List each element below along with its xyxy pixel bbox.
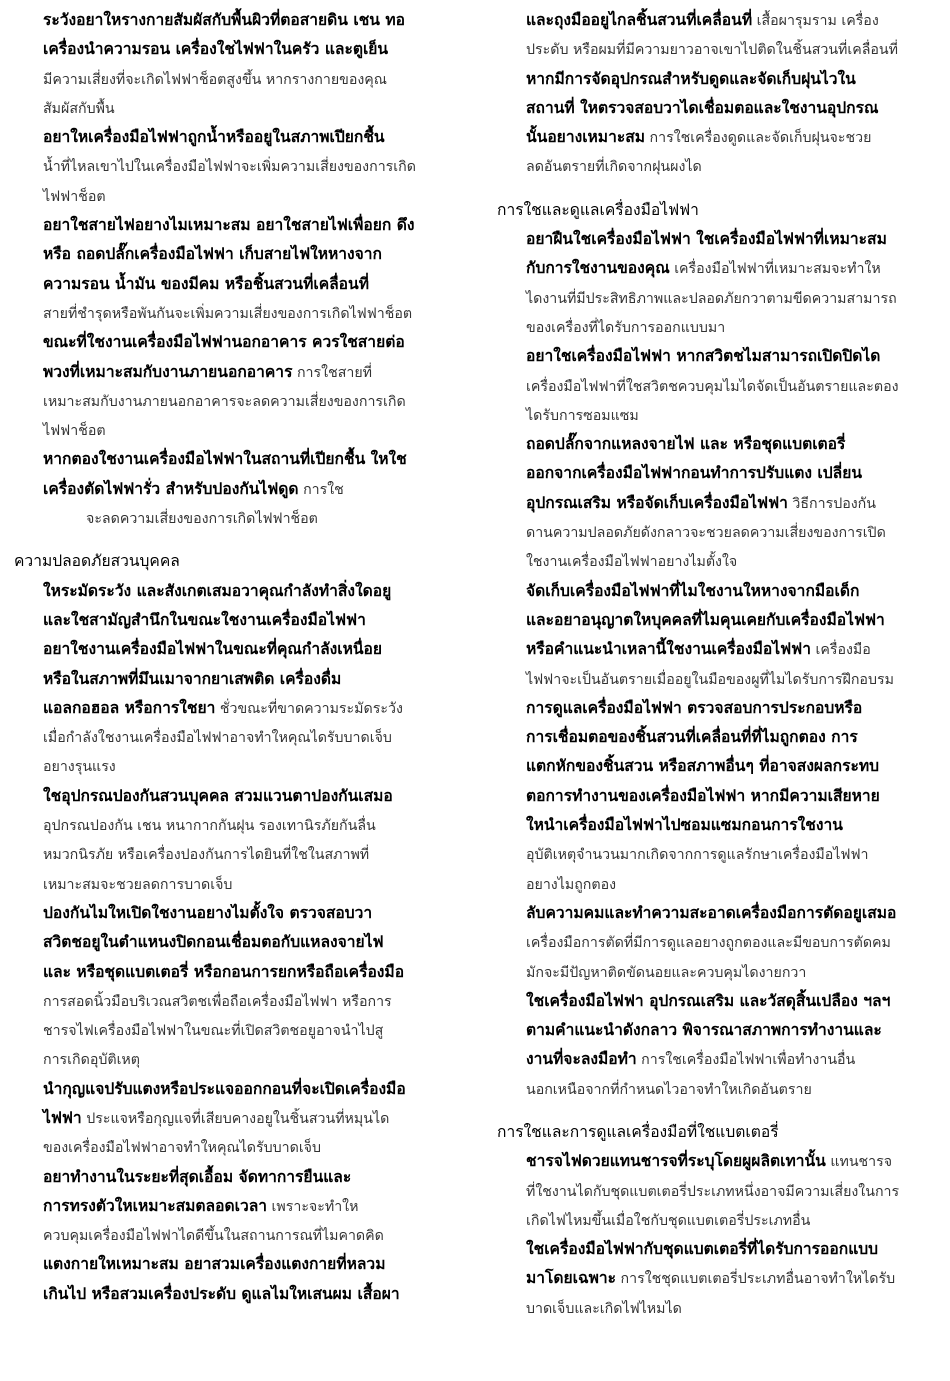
bold-text: การดูแลเครื่องมือไฟฟา ตรวจสอบการประกอบหรือ — [526, 698, 863, 717]
text-line — [497, 870, 937, 899]
regular-text: อุบัติเหตุจำนวนมากเกิดจากการดูแลรักษาเครื่องมือไฟฟา — [526, 847, 869, 864]
regular-text: การใชเครื่องมือไฟฟาเพื่อทำงานอื่น — [636, 1052, 856, 1069]
text-line — [14, 723, 454, 752]
bold-text: อยาฝืนใชเครื่องมือไฟฟา ใชเครื่องมือไฟฟาที่เหมาะสม — [526, 230, 887, 249]
regular-text: มักจะมีปัญหาติดขัดนอยและควบคุมไดงายกวา — [526, 964, 807, 981]
text-line — [14, 299, 454, 328]
regular-text: ดานความปลอดภัยดังกลาวจะชวยลดความเสี่ยงของการเปิด — [526, 525, 886, 542]
text-line — [497, 254, 937, 283]
regular-text: เพราะจะทำให — [267, 1198, 359, 1215]
text-line — [14, 1016, 454, 1045]
text-line — [14, 182, 454, 211]
text-line — [14, 782, 454, 811]
regular-text: เครื่องมือไฟฟาที่เหมาะสมจะทำให — [669, 261, 881, 278]
bold-text: ระวังอยาใหรางกายสัมผัสกับพื้นผิวที่ตอสายดิน เชน ทอ — [43, 11, 406, 29]
bold-text: เครื่องนำความรอน เครื่องใชไฟฟาในครัว และตูเย็น — [43, 40, 389, 59]
regular-text: การใชสายที่ — [292, 364, 372, 381]
text-line — [497, 94, 937, 123]
text-line — [497, 1016, 937, 1045]
regular-text: ที่ใชงานไดกับชุดแบตเตอรี่ประเภทหนึ่งอาจมีความเสี่ยงในการ — [526, 1183, 900, 1200]
text-line — [14, 445, 454, 474]
bold-text: ตอการทำงานของเครื่องมือไฟฟา หากมีความเสียหาย — [526, 786, 880, 805]
bold-text: ปองกันไมใหเปิดใชงานอยางไมตั้งใจ ตรวจสอบวา — [43, 903, 373, 922]
bold-text: ชารจไฟดวยแทนชารจที่ระบุโดยผูผลิตเทานั้น — [526, 1152, 826, 1171]
bold-text: ลับความคมและทำความสะอาดเครื่องมือการตัดอยูเสมอ — [526, 903, 897, 922]
bold-text: หากตองใชงานเครื่องมือไฟฟาในสถานที่เปียกชื้น ใหใช — [43, 450, 407, 469]
bold-text: นั้นอยางเหมาะสม — [526, 128, 646, 147]
left-column — [14, 6, 454, 1309]
regular-text: ประดับ หรือผมที่มีความยาวอาจเขาไปติดในชิ้นสวนที่เคลื่อนที่ — [526, 42, 898, 59]
bold-text: ไฟฟา — [43, 1108, 82, 1127]
text-line — [14, 211, 454, 240]
section-gap — [497, 1104, 937, 1118]
text-line — [14, 1221, 454, 1250]
bold-text: ใชอุปกรณปองกันสวนบุคคล สวมแวนตาปองกันเสมอ — [43, 786, 393, 805]
regular-text: ชั่วขณะที่ขาดความระมัดระวัง — [215, 700, 403, 717]
text-line — [497, 401, 937, 430]
regular-text: การใชชุดแบตเตอรี่ประเภทอื่นอาจทำใหไดรับ — [616, 1271, 896, 1288]
regular-text: ประแจหรือกุญแจที่เสียบคางอยูในชิ้นสวนที่หมุนได — [81, 1110, 390, 1127]
heading-text: ความปลอดภัยสวนบุคคล — [14, 552, 180, 571]
text-line — [14, 94, 454, 123]
bold-text: พวงที่เหมาะสมกับงานภายนอกอาคาร — [43, 362, 293, 381]
text-line — [497, 665, 937, 694]
text-line — [497, 1294, 937, 1323]
text-line — [497, 1235, 937, 1264]
heading-text: การใชและดูแลเครื่องมือไฟฟา — [497, 200, 699, 219]
bold-text: อยาทำงานในระยะที่สุดเอื้อม จัดทาการยืนและ — [43, 1167, 352, 1186]
text-line — [14, 1280, 454, 1309]
text-line — [14, 152, 454, 181]
text-line — [497, 342, 937, 371]
regular-text: จะลดความเสี่ยงของการเกิดไฟฟาช็อต — [86, 511, 318, 528]
text-line — [14, 328, 454, 357]
text-line — [14, 577, 454, 606]
text-line — [14, 635, 454, 664]
regular-text: ไดรับการซอมแซม — [526, 407, 639, 424]
bold-text: และอยาอนุญาตใหบุคคลที่ไมคุนเคยกับเครื่องมือไฟฟา — [526, 610, 885, 629]
text-line — [14, 240, 454, 269]
text-line — [14, 35, 454, 64]
text-line — [14, 1163, 454, 1192]
section-gap — [14, 533, 454, 547]
text-line — [497, 782, 937, 811]
bold-text: อยาใชสายไฟอยางไมเหมาะสม อยาใชสายไฟเพื่อยก ดึง — [43, 216, 415, 235]
bold-text: จัดเก็บเครื่องมือไฟฟาที่ไมใชงานใหหางจากมือเด็ก — [526, 581, 860, 600]
regular-text: ไดงานที่มีประสิทธิภาพและปลอดภัยกวาตามขีดความสามารถ — [526, 290, 897, 307]
regular-text: ไฟฟาช็อต — [43, 423, 106, 440]
regular-text: การสอดนิ้วมือบริเวณสวิตชเพื่อถือเครื่องมือไฟฟา หรือการ — [43, 993, 392, 1010]
bold-text: ใชเครื่องมือไฟฟากับชุดแบตเตอรี่ที่ไดรับการออกแบบ — [526, 1240, 879, 1259]
text-line — [497, 152, 937, 181]
bold-text: ความรอน น้ำมัน ของมีคม หรือชิ้นสวนที่เคลื่อนที่ — [43, 274, 369, 293]
bold-text: ออกจากเครื่องมือไฟฟากอนทำการปรับแตง เปลี่ยน — [526, 464, 862, 483]
regular-text: เครื่องมือไฟฟาที่ใชสวิตชควบคุมไมไดจัดเป็นอันตรายและตอง — [526, 378, 899, 395]
text-line — [14, 358, 454, 387]
regular-text: เครื่องมือ — [810, 642, 871, 659]
bold-text: งานที่จะลงมือทำ — [526, 1050, 637, 1069]
bold-text: และ หรือชุดแบตเตอรี่ หรือกอนการยกหรือถือเครื่องมือ — [43, 962, 405, 981]
bold-text: หรือ ถอดปลั๊กเครื่องมือไฟฟา เก็บสายไฟใหหางจาก — [43, 245, 382, 264]
text-line — [497, 489, 937, 518]
regular-text: ไฟฟาจะเป็นอันตรายเมื่ออยูในมือของผูที่ไมไดรับการฝึกอบรม — [526, 671, 894, 688]
bold-text: ใหระมัดระวัง และสังเกตเสมอวาคุณกำลังทำสิ่งใดอยู — [43, 581, 392, 600]
bold-text: นำกุญแจปรับแตงหรือประแจออกกอนที่จะเปิดเครื่องมือ — [43, 1079, 406, 1098]
text-line — [497, 35, 937, 64]
bold-text: หรือคำแนะนำเหลานี้ใชงานเครื่องมือไฟฟา — [526, 640, 811, 659]
text-line — [497, 635, 937, 664]
text-line — [14, 1250, 454, 1279]
section-heading — [497, 196, 937, 225]
regular-text: สัมผัสกับพื้น — [43, 100, 115, 117]
text-line — [497, 225, 937, 254]
text-line — [14, 606, 454, 635]
bold-text: แตกหักของชิ้นสวน หรือสภาพอื่นๆ ที่อาจสงผลกระทบ — [526, 757, 879, 776]
bold-text: เครื่องตัดไฟฟารั่ว สำหรับปองกันไฟดูด — [43, 479, 299, 498]
regular-text: ควบคุมเครื่องมือไฟฟาไดดีขึ้นในสถานการณที่ไมคาดคิด — [43, 1228, 384, 1245]
bold-text: กับการใชงานของคุณ — [526, 259, 670, 278]
bold-text: แอลกอฮอล หรือการใชยา — [43, 698, 216, 717]
regular-text: ของเครื่องมือไฟฟาอาจทำใหคุณไดรับบาดเจ็บ — [43, 1140, 322, 1157]
text-line — [14, 1104, 454, 1133]
bold-text: มาโดยเฉพาะ — [526, 1269, 617, 1288]
text-line — [14, 416, 454, 445]
bold-text: เกินไป หรือสวมเครื่องประดับ ดูแลไมใหเสนผม เสื้อผา — [43, 1284, 400, 1303]
regular-text: การเกิดอุบัติเหตุ — [43, 1052, 140, 1069]
regular-text: การใช — [298, 481, 344, 498]
text-line — [14, 665, 454, 694]
text-line — [497, 1075, 937, 1104]
bold-text: ตามคำแนะนำดังกลาว พิจารณาสภาพการทำงานและ — [526, 1021, 882, 1040]
text-line — [14, 840, 454, 869]
text-line — [14, 899, 454, 928]
regular-text: ลดอันตรายที่เกิดจากฝุนผงได — [526, 159, 702, 176]
text-line — [14, 475, 454, 504]
text-line — [497, 1264, 937, 1293]
regular-text: ใชงานเครื่องมือไฟฟาอยางไมตั้งใจ — [526, 554, 738, 571]
regular-text: เมื่อกำลังใชงานเครื่องมือไฟฟาอาจทำใหคุณไดรับบาดเจ็บ — [43, 730, 392, 747]
regular-text: การใชเครื่องดูดและจัดเก็บฝุนจะชวย — [645, 130, 872, 147]
text-line — [14, 387, 454, 416]
text-line — [497, 987, 937, 1016]
regular-text: มีความเสี่ยงที่จะเกิดไฟฟาช็อตสูงขึ้น หากรางกายของคุณ — [43, 71, 387, 88]
text-line — [14, 65, 454, 94]
text-line — [497, 284, 937, 313]
text-line — [497, 840, 937, 869]
text-line — [14, 6, 454, 35]
regular-text: อุปกรณปองกัน เชน หนากากกันฝุน รองเทานิรภัยกันลื่น — [43, 818, 376, 835]
bold-text: การทรงตัวใหเหมาะสมตลอดเวลา — [43, 1196, 268, 1215]
text-line — [14, 694, 454, 723]
bold-text: ถอดปลั๊กจากแหลงจายไฟ และ หรือชุดแบตเตอรี่ — [526, 435, 846, 454]
text-line — [497, 372, 937, 401]
bold-text: อยาใหเครื่องมือไฟฟาถูกน้ำหรืออยูในสภาพเปียกชื้น — [43, 128, 385, 147]
bold-text: ขณะที่ใชงานเครื่องมือไฟฟานอกอาคาร ควรใชสายต่อ — [43, 333, 405, 352]
right-column — [497, 6, 937, 1323]
text-line — [497, 1206, 937, 1235]
bold-text: อุปกรณเสริม หรือจัดเก็บเครื่องมือไฟฟา — [526, 493, 788, 512]
bold-text: สวิตชอยูในตำแหนงปิดกอนเชื่อมตอกับแหลงจายไฟ — [43, 933, 384, 952]
text-line — [497, 313, 937, 342]
text-line — [14, 504, 454, 533]
section-gap — [497, 182, 937, 196]
text-line — [497, 752, 937, 781]
regular-text: หมวกนิรภัย หรือเครื่องปองกันการไดยินที่ใชในสภาพที่ — [43, 847, 370, 864]
text-line — [497, 459, 937, 488]
text-line — [497, 606, 937, 635]
text-line — [497, 694, 937, 723]
regular-text: ของเครื่องที่ไดรับการออกแบบมา — [526, 319, 726, 336]
regular-text: เครื่องมือการตัดที่มีการดูแลอยางถูกตองและมีขอบการตัดคม — [526, 935, 891, 952]
text-line — [14, 1192, 454, 1221]
text-line — [497, 1147, 937, 1176]
text-line — [497, 547, 937, 576]
text-line — [14, 1045, 454, 1074]
text-line — [497, 6, 937, 35]
regular-text: บาดเจ็บและเกิดไฟไหมได — [526, 1300, 682, 1317]
regular-text: วิธีการปองกัน — [787, 495, 876, 512]
bold-text: แตงกายใหเหมาะสม อยาสวมเครื่องแตงกายที่หลวม — [43, 1255, 386, 1274]
regular-text: สายที่ชำรุดหรือพันกันจะเพิ่มความเสี่ยงของการเกิดไฟฟาช็อต — [43, 305, 413, 322]
regular-text: อยางรุนแรง — [43, 759, 116, 776]
bold-text: อยาใชงานเครื่องมือไฟฟาในขณะที่คุณกำลังเหนื่อย — [43, 640, 383, 659]
text-line — [14, 958, 454, 987]
text-line — [497, 811, 937, 840]
bold-text: และถุงมืออยูไกลชิ้นสวนที่เคลื่อนที่ — [526, 11, 753, 29]
text-line — [14, 270, 454, 299]
regular-text: เกิดไฟไหมขึ้นเมื่อใชกับชุดแบตเตอรี่ประเภทอื่น — [526, 1212, 811, 1229]
text-line — [497, 928, 937, 957]
regular-text: อยางไมถูกตอง — [526, 876, 617, 893]
regular-text: ชารจไฟเครื่องมือไฟฟาในขณะที่เปิดสวิตชอยูอาจนำไปสู — [43, 1023, 384, 1040]
text-line — [14, 928, 454, 957]
text-line — [497, 123, 937, 152]
section-heading — [497, 1118, 937, 1147]
bold-text: และใชสามัญสำนึกในขณะใชงานเครื่องมือไฟฟา — [43, 610, 366, 629]
text-line — [14, 811, 454, 840]
bold-text: การเชื่อมตอของชิ้นสวนที่เคลื่อนที่ที่ไมถูกตอง การ — [526, 728, 858, 747]
text-line — [497, 577, 937, 606]
text-line — [14, 987, 454, 1016]
regular-text: แทนชารจ — [825, 1154, 893, 1171]
text-line — [497, 430, 937, 459]
regular-text: ไฟฟาช็อต — [43, 188, 106, 205]
text-line — [497, 958, 937, 987]
bold-text: ใชเครื่องมือไฟฟา อุปกรณเสริม และวัสดุสิ้นเปลือง ฯลฯ — [526, 991, 891, 1010]
regular-text: เสื้อผารุมราม เครื่อง — [752, 13, 879, 29]
bold-text: อยาใชเครื่องมือไฟฟา หากสวิตชไมสามารถเปิดปิดได — [526, 347, 881, 366]
text-line — [497, 518, 937, 547]
text-line — [14, 1133, 454, 1162]
text-line — [14, 1075, 454, 1104]
text-line — [14, 752, 454, 781]
text-line — [14, 870, 454, 899]
regular-text: เหมาะสมจะชวยลดการบาดเจ็บ — [43, 876, 233, 893]
regular-text: น้ำที่ไหลเขาไปในเครื่องมือไฟฟาจะเพิ่มความเสี่ยงของการเกิด — [43, 159, 416, 176]
text-line — [497, 65, 937, 94]
regular-text: นอกเหนือจากที่กำหนดไวอาจทำใหเกิดอันตราย — [526, 1081, 812, 1098]
bold-text: หรือในสภาพที่มึนเมาจากยาเสพติด เครื่องดื่ม — [43, 669, 342, 688]
section-heading — [14, 547, 454, 576]
regular-text: เหมาะสมกับงานภายนอกอาคารจะลดความเสี่ยงของการเกิด — [43, 393, 406, 410]
bold-text: ใหนำเครื่องมือไฟฟาไปซอมแซมกอนการใชงาน — [526, 816, 843, 835]
text-line — [14, 123, 454, 152]
text-line — [497, 1177, 937, 1206]
text-line — [497, 1045, 937, 1074]
text-line — [497, 723, 937, 752]
bold-text: หากมีการจัดอุปกรณสำหรับดูดและจัดเก็บฝุนไวใน — [526, 69, 856, 88]
heading-text: การใชและการดูแลเครื่องมือที่ใชแบตเตอรี่ — [497, 1122, 779, 1141]
bold-text: สถานที่ ใหตรวจสอบวาไดเชื่อมตอและใชงานอุปกรณ — [526, 98, 879, 117]
text-line — [497, 899, 937, 928]
